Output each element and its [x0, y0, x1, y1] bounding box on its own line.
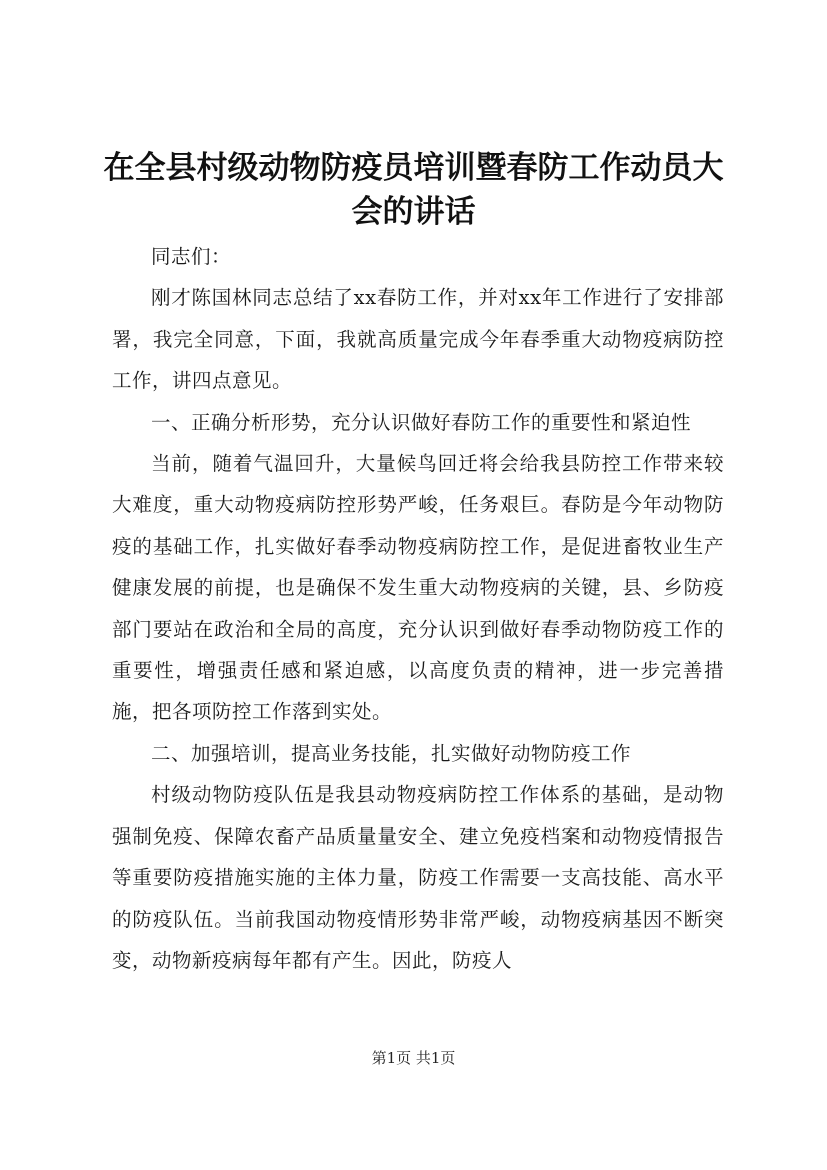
paragraph-intro: 刚才陈国林同志总结了xx春防工作，并对xx年工作进行了安排部署，我完全同意，下面，我就高质量完成今年春季重大动物疫病防控工作，讲四点意见。 [112, 286, 724, 393]
document-title: 在全县村级动物防疫员培训暨春防工作动员大会的讲话 [103, 150, 724, 230]
section-heading-2: 二、加强培训，提高业务技能，扎实做好动物防疫工作 [151, 741, 632, 765]
paragraph-situation: 当前，随着气温回升，大量候鸟回迁将会给我县防控工作带来较大难度，重大动物疫病防控形势严峻，任务艰巨。春防是今年动物防疫的基础工作，扎实做好春季动物疫病防控工作，是促进畜牧业生产健康发展的前提，也是确保不发生重大动物疫病的关键，县、乡防疫部门要站在政治和全局的高度，充分认识到做好春季动物防疫工作的重要性，增强责任感和紧迫感，以高度负责的精神，进一步完善措施，把各项防控工作落到实处。 [112, 452, 724, 724]
document-body [112, 236, 724, 981]
paragraph-training: 村级动物防疫队伍是我县动物疫病防控工作体系的基础，是动物强制免疫、保障农畜产品质量量安全、建立免疫档案和动物疫情报告等重要防疫措施实施的主体力量，防疫工作需要一支高技能、高水平的防疫队伍。当前我国动物疫情形势非常严峻，动物疫病基因不断突变，动物新疫病每年都有产生。因此，防疫人 [112, 783, 724, 972]
paragraph-greeting: 同志们： [151, 245, 232, 268]
section-heading-1: 一、正确分析形势，充分认识做好春防工作的重要性和紧迫性 [151, 410, 692, 434]
page-footer: 第1页 共1页 [371, 1049, 456, 1067]
